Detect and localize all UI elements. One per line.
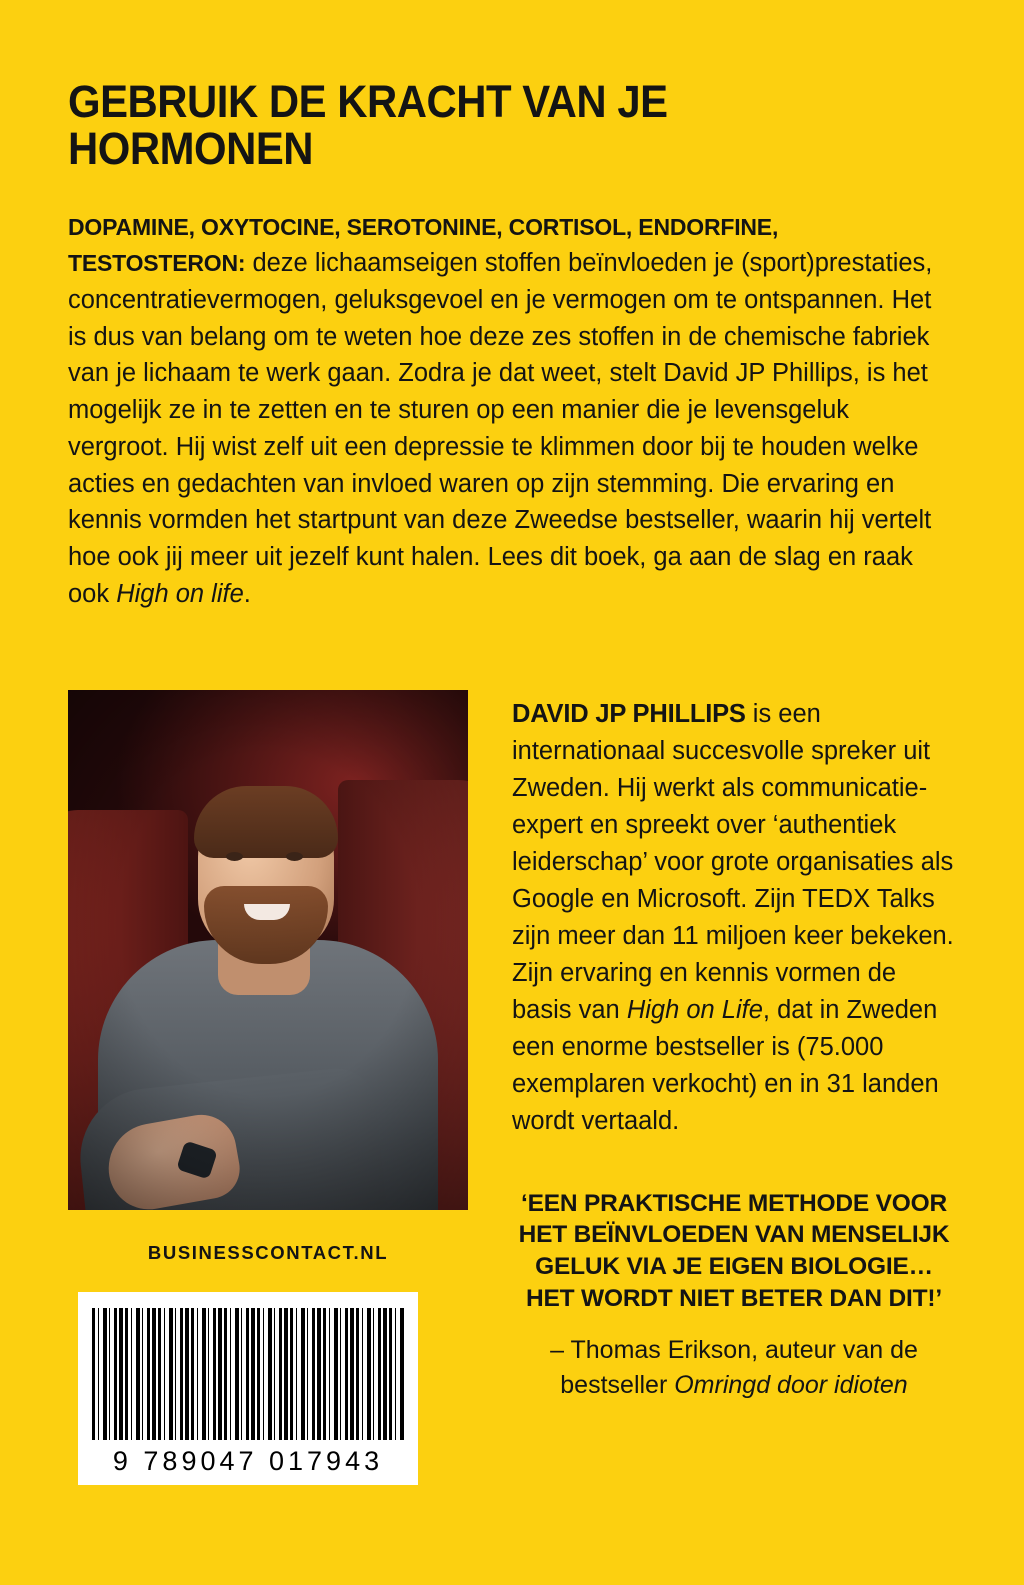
author-bio: [512, 696, 956, 1140]
publisher-url: BUSINESSCONTACT.NL: [147, 1242, 389, 1263]
photo-vignette: [68, 690, 468, 1210]
blurb-lead: DOPAMINE, OXYTOCINE, SEROTONINE, CORTISOL, ENDORFINE, TESTOSTERON:: [68, 213, 779, 277]
author-name: DAVID JP PHILLIPS: [512, 700, 746, 728]
review-attribution-book-title: Omringd door idioten: [674, 1371, 908, 1399]
author-bio-part2: , dat in Zweden een enorme bestseller is (75.000 exemplaren verkocht) en in 31 landen wordt vertaald.: [512, 995, 939, 1135]
author-bio-book-title: High on Life: [626, 995, 763, 1024]
blurb-body-part2: .: [243, 579, 251, 608]
blurb-body-part1: deze lichaamseigen stoffen beïnvloeden je (sport)prestaties, concentratievermogen, geluksgevoel en je vermogen om te ontspannen. Het is dus van belang om te weten hoe deze zes stoffen in de chemische fabriek van je lichaam te werk gaan. Zodra je dat weet, stelt David JP Phillips, is het mogelijk ze in te zetten en te sturen op een manier die je levensgeluk vergroot. Hij wist zelf uit een depressie te klimmen door bij te houden welke acties en gedachten van invloed waren op zijn stemming. Die ervaring en kennis vormden het startpunt van deze Zweedse bestseller, waarin hij vertelt hoe ook jij meer uit jezelf kunt halen. Lees dit boek, ga aan de slag en raak ook: [68, 249, 933, 608]
barcode: [78, 1292, 418, 1485]
review-quote: ‘EEN PRAKTISCHE METHODE VOOR HET BEÏNVLOEDEN VAN MENSELIJK GELUK VIA JE EIGEN BIOLOGIE… HET WORDT NIET BETER DAN DIT!’: [518, 1189, 950, 1313]
author-bio-part1: is een internationaal succesvolle spreker uit Zweden. Hij werkt als communicatie-expert en spreekt over ‘authentiek leiderschap’ voor grote organisaties als Google en Microsoft. Zijn TEDX Talks zijn meer dan 11 miljoen keer bekeken. Zijn ervaring en kennis vormen de basis van: [512, 700, 954, 1024]
lower-section: [68, 690, 956, 1485]
blurb-book-title: High on life: [116, 579, 244, 608]
review-attribution: [512, 1333, 956, 1403]
page-title: GEBRUIK DE KRACHT VAN JE HORMONEN: [68, 76, 668, 175]
barcode-bars: [92, 1308, 404, 1440]
right-column: [512, 690, 956, 1485]
barcode-digits: 9 789047 017943: [112, 1446, 384, 1476]
blurb-paragraph: [68, 173, 956, 613]
author-photo: [68, 690, 468, 1210]
review-attribution-text: – Thomas Erikson, auteur van de bestseller: [550, 1336, 918, 1399]
left-column: [68, 690, 468, 1485]
